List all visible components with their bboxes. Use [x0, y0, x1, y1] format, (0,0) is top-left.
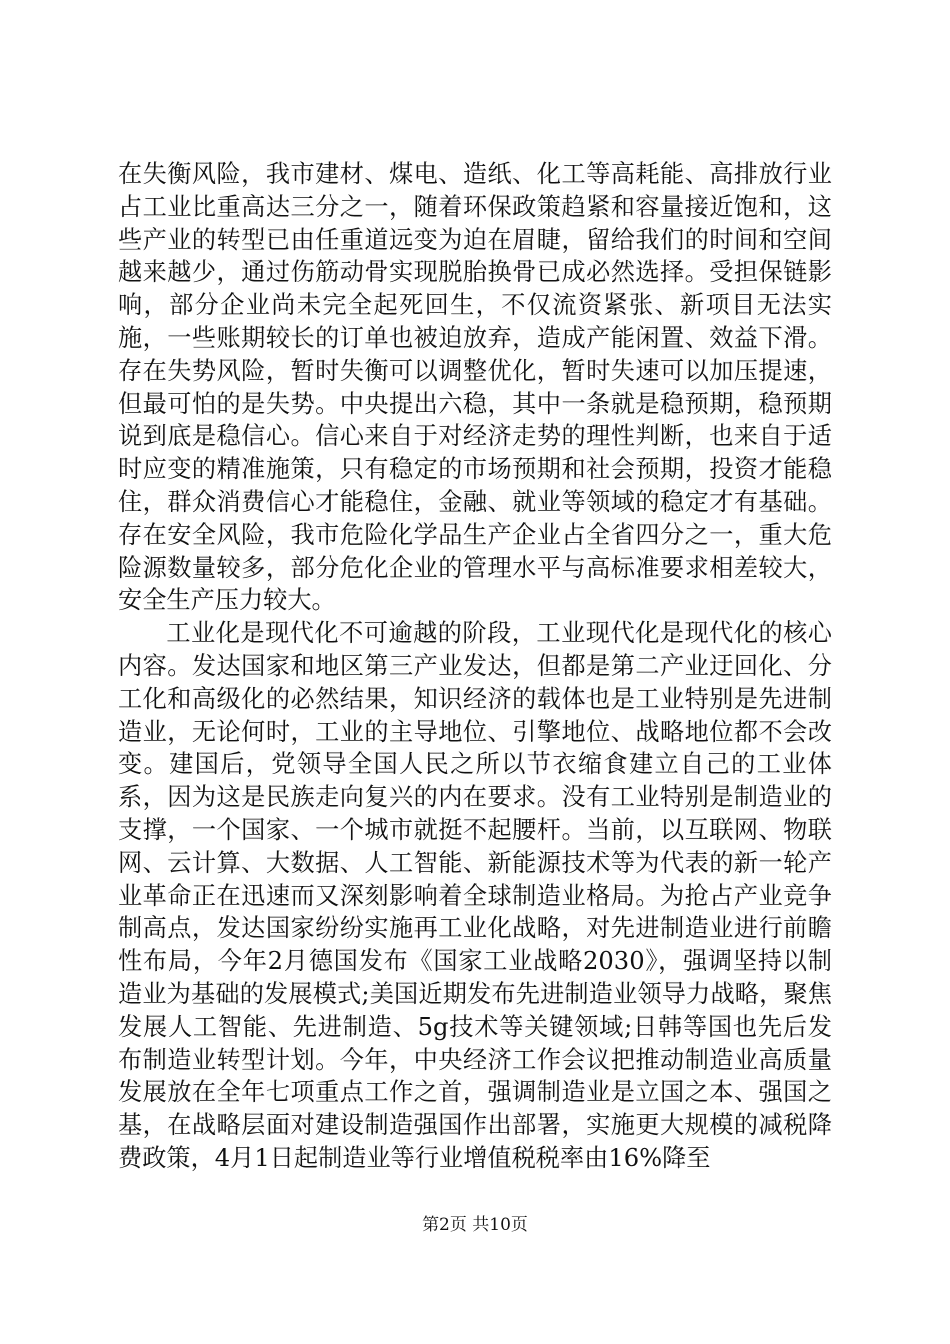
page-number-footer: 第2页 共10页: [422, 1215, 528, 1235]
body-paragraph-1: 在失衡风险，我市建材、煤电、造纸、化工等高耗能、高排放行业占工业比重高达三分之一，随着环保政策趋紧和容量接近饱和，这些产业的转型已由任重道远变为迫在眉睫，留给我们的时间和空间越来越少，通过伤筋动骨实现脱胎换骨已成必然选择。受担保链影响，部分企业尚未完全起死回生，不仅流资紧张、新项目无法实施，一些账期较长的订单也被迫放弃，造成产能闲置、效益下滑。存在失势风险，暂时失衡可以调整优化，暂时失速可以加压提速，但最可怕的是失势。中央提出六稳，其中一条就是稳预期，稳预期说到底是稳信心。信心来自于对经济走势的理性判断，也来自于适时应变的精准施策，只有稳定的市场预期和社会预期，投资才能稳住，群众消费信心才能稳住，金融、就业等领域的稳定才有基础。存在安全风险，我市危险化学品生产企业占全省四分之一，重大危险源数量较多，部分危化企业的管理水平与高标准要求相差较大，安全生产压力较大。: [118, 160, 832, 615]
body-paragraph-2: 工业化是现代化不可逾越的阶段，工业现代化是现代化的核心内容。发达国家和地区第三产业发达，但都是第二产业迂回化、分工化和高级化的必然结果，知识经济的载体也是工业特别是先进制造业，无论何时，工业的主导地位、引擎地位、战略地位都不会改变。建国后，党领导全国人民之所以节衣缩食建立自己的工业体系，因为这是民族走向复兴的内在要求。没有工业特别是制造业的支撑，一个国家、一个城市就挺不起腰杆。当前，以互联网、物联网、云计算、大数据、人工智能、新能源技术等为代表的新一轮产业革命正在迅速而又深刻影响着全球制造业格局。为抢占产业竞争制高点，发达国家纷纷实施再工业化战略，对先进制造业进行前瞻性布局，今年2月德国发布《国家工业战略2030》，强调坚持以制造业为基础的发展模式;美国近期发布先进制造业领导力战略，聚焦发展人工智能、先进制造、5g技术等关键领域;日韩等国也先后发布制造业转型计划。今年，中央经济工作会议把推动制造业高质量发展放在全年七项重点工作之首，强调制造业是立国之本、强国之基，在战略层面对建设制造强国作出部署，实施更大规模的减税降费政策，4月1日起制造业等行业增值税税率由16%降至: [118, 619, 832, 1172]
document-body: [118, 158, 832, 1175]
